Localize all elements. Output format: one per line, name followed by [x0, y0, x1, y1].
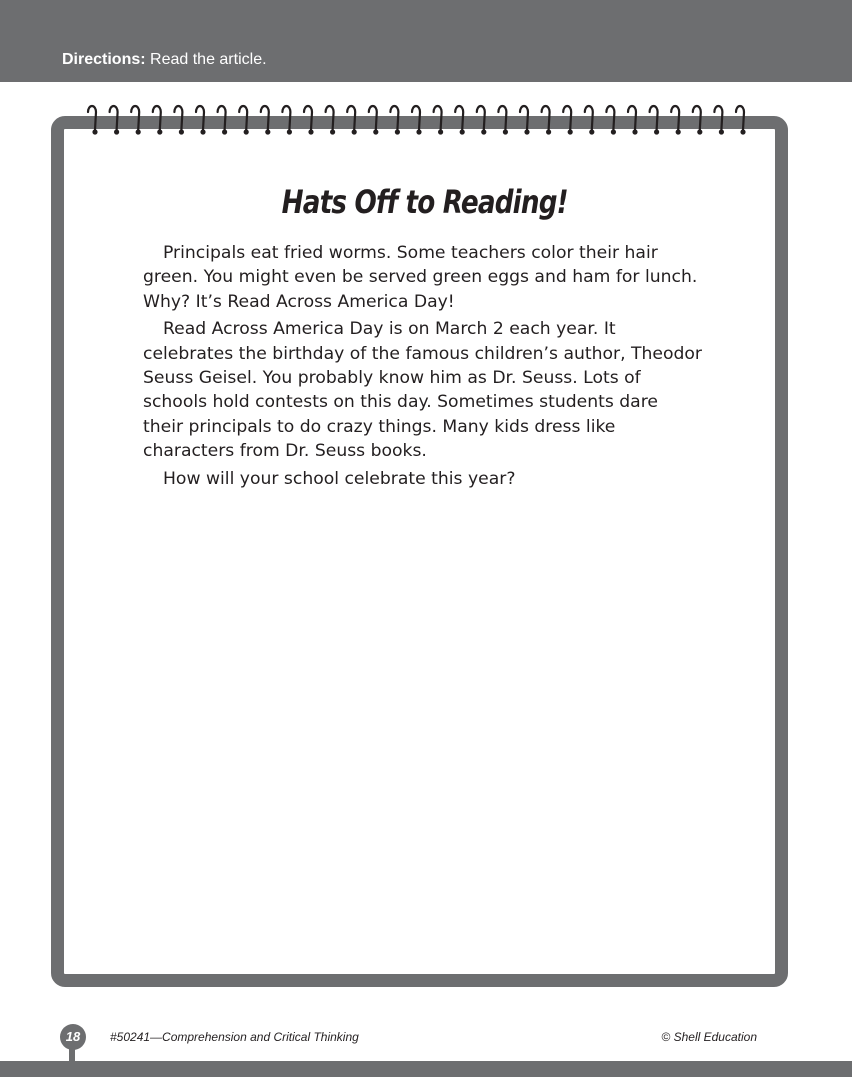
article-body — [143, 241, 703, 494]
article-paragraph: Principals eat fried worms. Some teachers color their hair green. You might even be served green eggs and ham for lunch. Why? It’s Read Across America Day! — [143, 243, 698, 312]
spiral-ring — [196, 106, 206, 135]
spiral-ring — [369, 106, 379, 135]
spiral-ring — [628, 106, 638, 135]
spiral-ring — [606, 106, 616, 135]
article-paragraph: Read Across America Day is on March 2 each year. It celebrates the birthday of the famous children’s author, Theodor Seuss Geisel. You probably know him as Dr. Seuss. Lots of schools hold contests on this day. Sometimes students dare their principals to do crazy things. Many kids dress like characters from Dr. Seuss books. — [143, 319, 702, 462]
spiral-ring — [347, 106, 357, 135]
spiral-ring — [261, 106, 271, 135]
spiral-ring — [585, 106, 595, 135]
spiral-ring — [693, 106, 703, 135]
book-info: #50241—Comprehension and Critical Thinking — [110, 1030, 359, 1044]
directions-text: Read the article. — [145, 51, 267, 68]
spiral-ring — [563, 106, 573, 135]
page-number: 18 — [60, 1024, 86, 1050]
copyright: © Shell Education — [661, 1030, 757, 1044]
spiral-ring — [520, 106, 530, 135]
spiral-ring — [542, 106, 552, 135]
spiral-ring — [282, 106, 292, 135]
footer-bar — [0, 1061, 852, 1077]
spiral-ring — [326, 106, 336, 135]
spiral-ring — [390, 106, 400, 135]
spiral-ring — [498, 106, 508, 135]
header-bar — [0, 0, 852, 82]
spiral-ring — [477, 106, 487, 135]
directions-label: Directions: — [62, 51, 146, 68]
spiral-ring — [131, 106, 141, 135]
spiral-ring — [218, 106, 228, 135]
spiral-ring — [714, 106, 724, 135]
spiral-ring — [455, 106, 465, 135]
spiral-ring — [434, 106, 444, 135]
spiral-ring — [736, 106, 746, 135]
spiral-ring — [412, 106, 422, 135]
article-paragraph: How will your school celebrate this year? — [163, 468, 516, 489]
spiral-ring — [174, 106, 184, 135]
spiral-ring — [239, 106, 249, 135]
article-title: Hats Off to Reading! — [281, 183, 568, 221]
spiral-ring — [153, 106, 163, 135]
spiral-ring — [304, 106, 314, 135]
spiral-ring — [650, 106, 660, 135]
directions — [62, 51, 267, 69]
spiral-binding — [84, 100, 764, 144]
spiral-ring — [671, 106, 681, 135]
spiral-ring — [110, 106, 120, 135]
spiral-ring — [88, 106, 98, 135]
